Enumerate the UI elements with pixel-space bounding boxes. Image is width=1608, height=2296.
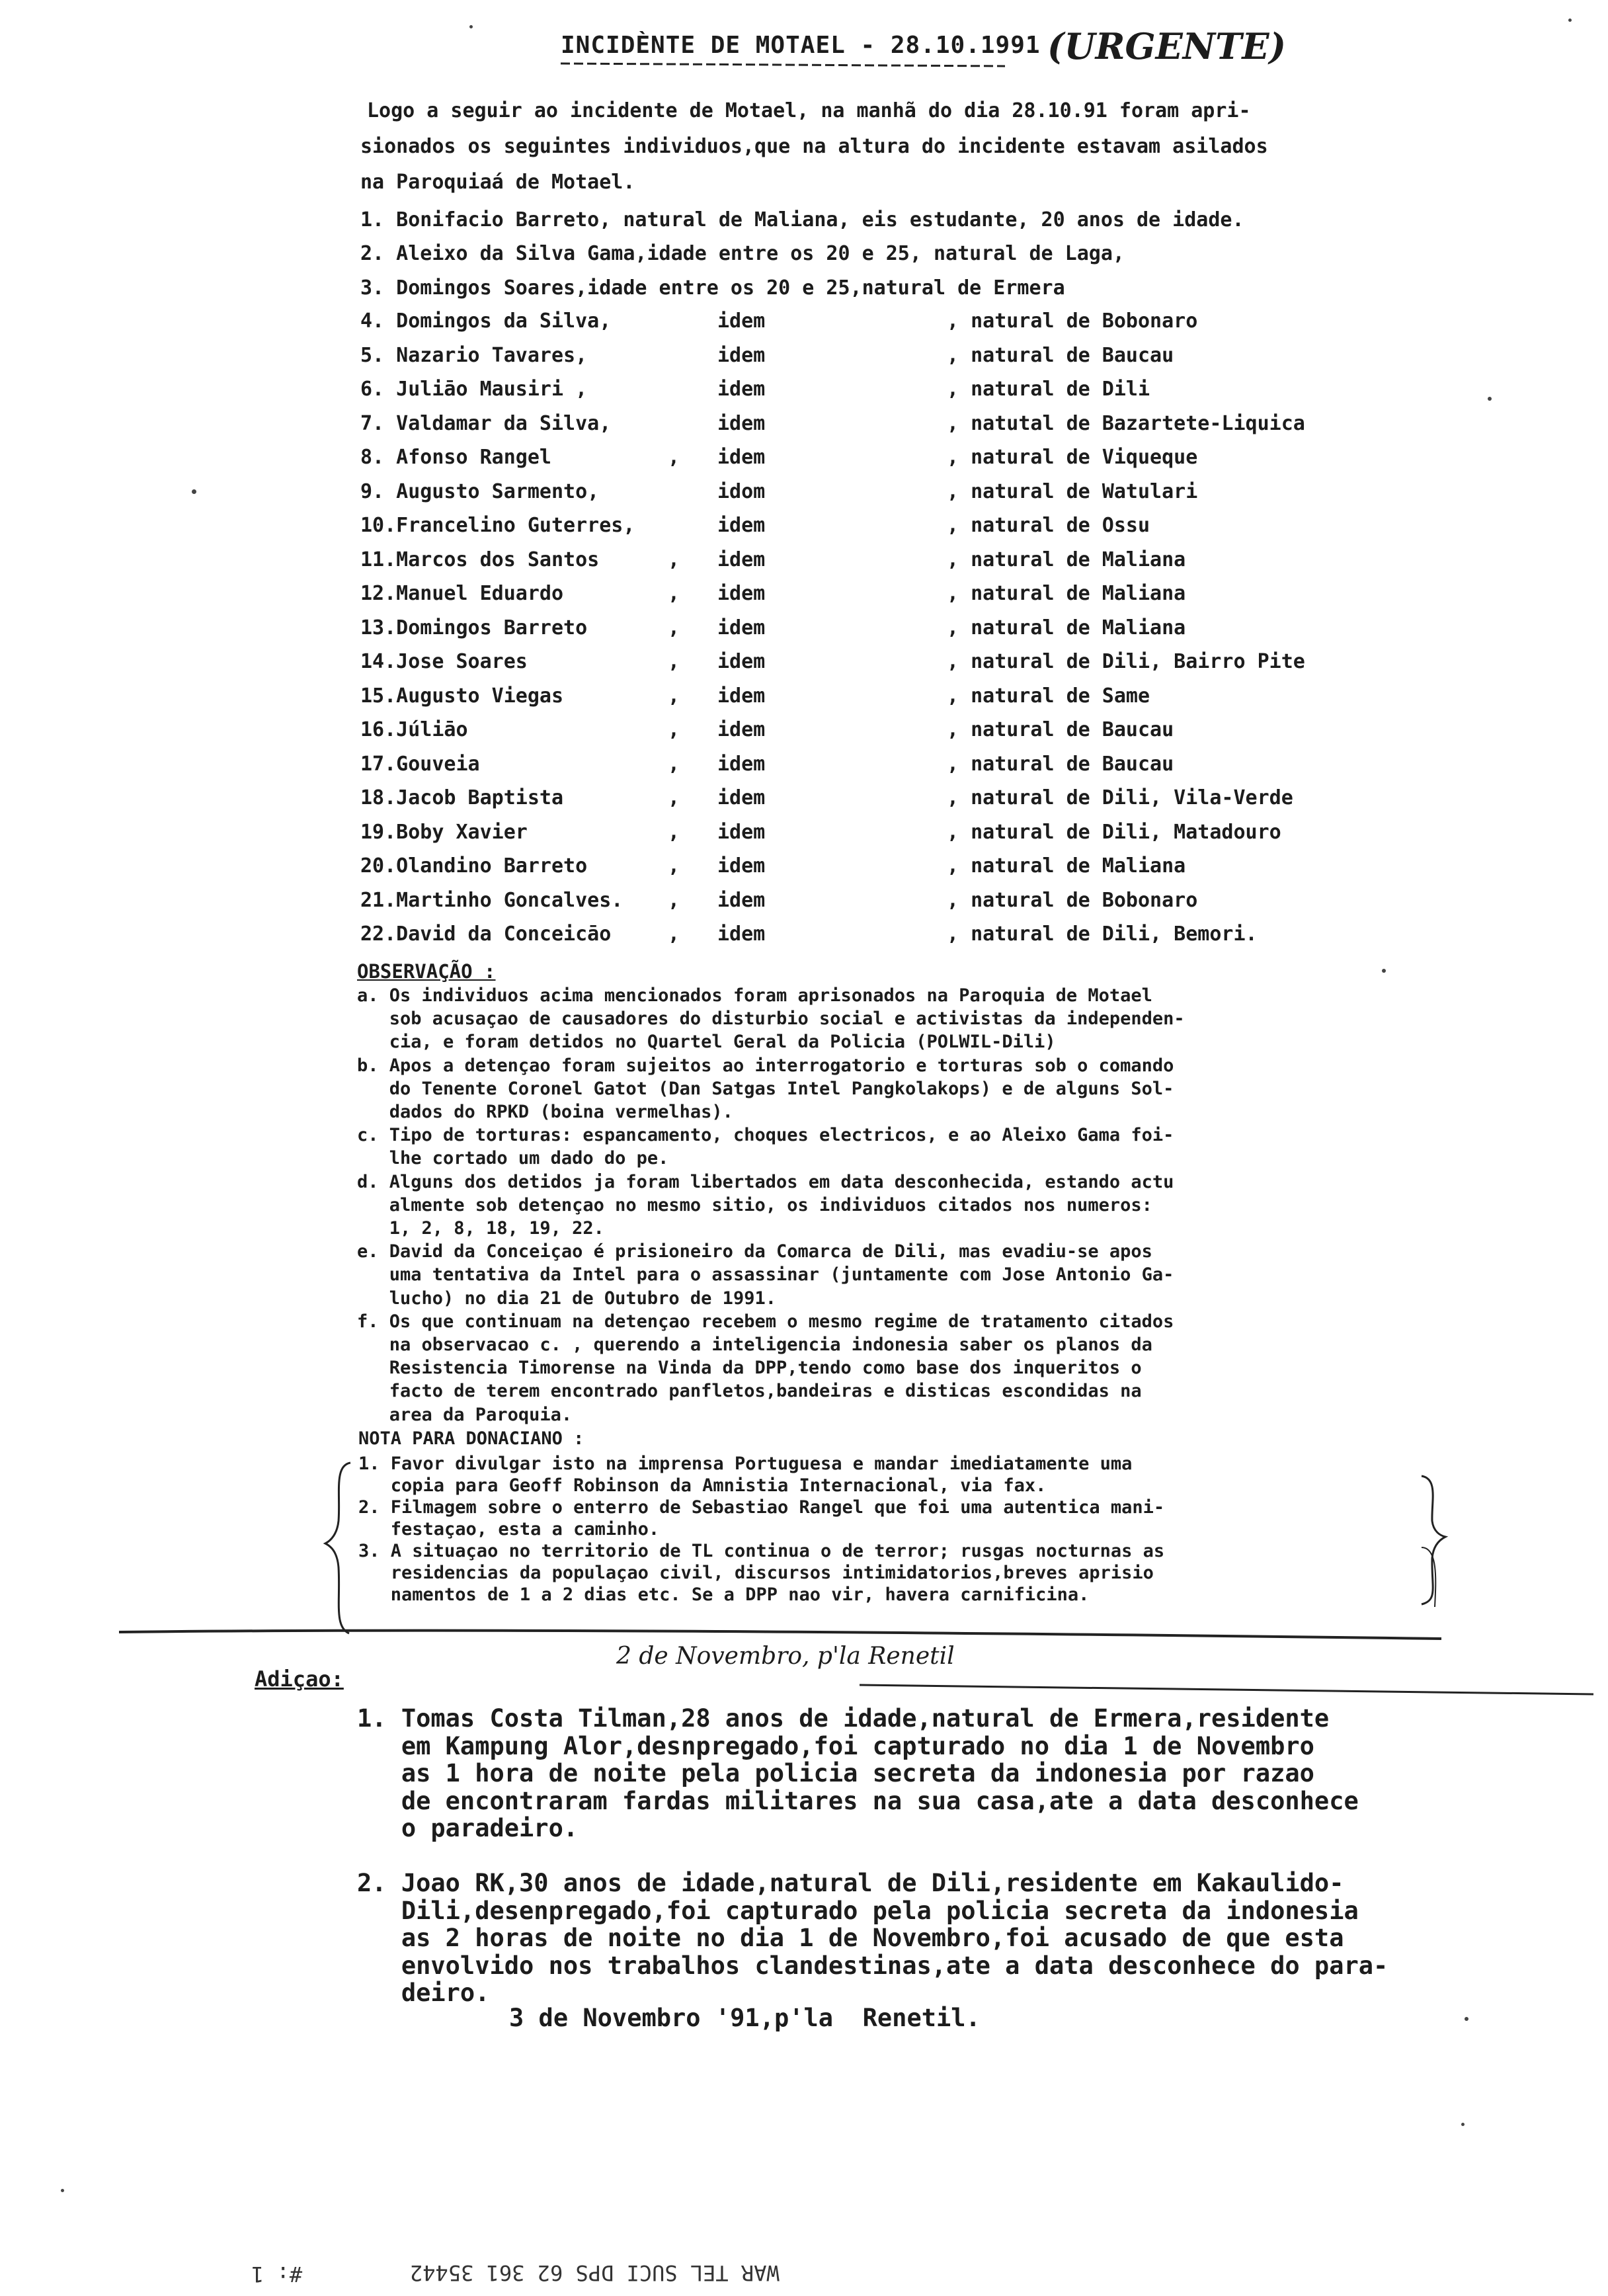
detainee-name: 4. Domingos da Silva,	[360, 309, 612, 333]
detainee-age: idem	[717, 309, 766, 333]
text-line: facto de terem encontrado panfletos,bandeiras e disticas escondidas na	[357, 1381, 1142, 1401]
detainee-age: idem	[717, 753, 766, 776]
text-line: area da Paroquia.	[357, 1405, 573, 1425]
detainee-separator: ,	[668, 753, 680, 776]
text-line: as 1 hora de noite pela policia secreta da indonesia por razao	[357, 1759, 1314, 1787]
detainee-name: 6. Juliāo Mausiri ,	[360, 378, 588, 401]
text-line: lhe cortado um dado do pe.	[357, 1148, 669, 1168]
detainee-age: idem	[717, 684, 766, 708]
text-line: de encontraram fardas militares na sua casa,ate a data desconhece	[357, 1787, 1359, 1815]
detainee-separator: ,	[668, 889, 680, 912]
scan-speck	[1461, 2123, 1465, 2126]
detainee-age: idem	[717, 821, 766, 844]
detainee-origin: , natural de Watulari	[947, 480, 1198, 503]
detainee-age: idom	[717, 480, 766, 503]
text-line: 2. Filmagem sobre o enterro de Sebastiao Rangel que foi uma autentica mani-	[358, 1497, 1165, 1518]
urgent-handwritten-note: (URGENTE)	[1047, 25, 1287, 67]
detainee-age: idem	[717, 854, 766, 878]
fax-header-footer: WAR TEL SUCI DPS 62 361 35442	[410, 2260, 780, 2285]
detainee-origin: , natural de Maliana	[947, 548, 1186, 571]
detainee-separator: ,	[668, 684, 680, 708]
detainee-name: 9. Augusto Sarmento,	[360, 480, 600, 503]
detainee-name: 10.Francelino Guterres,	[360, 514, 635, 537]
detainee-name: 18.Jacob Baptista	[360, 786, 564, 809]
list-item: 3. Domingos Soares,idade entre os 20 e 25,natural de Ermera	[360, 276, 1065, 300]
text-line: 1. Tomas Costa Tilman,28 anos de idade,natural de Ermera,residente	[357, 1704, 1330, 1733]
detainee-origin: , natural de Dili, Matadouro	[947, 821, 1281, 844]
detainee-age: idem	[717, 514, 766, 537]
list-item: 2. Aleixo da Silva Gama,idade entre os 20 e 25, natural de Laga,	[360, 242, 1125, 265]
detainee-origin: , natural de Dili, Bairro Pite	[947, 650, 1305, 673]
detainee-separator: ,	[668, 650, 680, 673]
detainee-origin: , natural de Same	[947, 684, 1150, 708]
scan-speck	[61, 2189, 64, 2192]
detainee-origin: , natural de Bobonaro	[947, 309, 1198, 333]
adicao-heading: Adiçao:	[255, 1666, 344, 1692]
page-mark: #: 1	[251, 2262, 303, 2287]
detainee-name: 8. Afonso Rangel	[360, 446, 551, 469]
text-line: copia para Geoff Robinson da Amnistia Internacional, via fax.	[358, 1475, 1047, 1496]
detainee-origin: , natural de Dili, Vila-Verde	[947, 786, 1293, 809]
scan-speck	[1488, 397, 1492, 401]
detainee-age: idem	[717, 616, 766, 639]
observacao-heading: OBSERVAÇÃO :	[357, 960, 496, 983]
detainee-separator: ,	[668, 786, 680, 809]
handwritten-signature: 2 de Novembro, p'la Renetil	[616, 1643, 955, 1670]
detainee-age: idem	[717, 446, 766, 469]
document-title: INCIDÈNTE DE MOTAEL - 28.10.1991	[561, 32, 1041, 59]
text-line: em Kampung Alor,desnpregado,foi capturado no dia 1 de Novembro	[357, 1732, 1314, 1760]
detainee-origin: , natural de Ossu	[947, 514, 1150, 537]
detainee-origin: , natural de Viqueque	[947, 446, 1198, 469]
text-line: d. Alguns dos detidos ja foram libertados em data desconhecida, estando actu	[357, 1172, 1174, 1192]
text-line: namentos de 1 a 2 dias etc. Se a DPP nao vir, havera carnificina.	[358, 1584, 1090, 1605]
text-line: cia, e foram detidos no Quartel Geral da Policia (POLWIL-Dili)	[357, 1032, 1056, 1052]
text-line: 1. Favor divulgar isto na imprensa Portuguesa e mandar imediatamente uma	[358, 1454, 1133, 1474]
intro-line: na Paroquiaá de Motael.	[360, 171, 635, 194]
intro-line: Logo a seguir ao incidente de Motael, na manhã do dia 28.10.91 foram apri-	[367, 99, 1251, 122]
detainee-name: 13.Domingos Barreto	[360, 616, 588, 639]
detainee-separator: ,	[668, 616, 680, 639]
text-line: almente sob detençao no mesmo sitio, os individuos citados nos numeros:	[357, 1195, 1152, 1215]
detainee-age: idem	[717, 718, 766, 741]
text-line: 3. A situaçao no territorio de TL continua o de terror; rusgas nocturnas as	[358, 1541, 1165, 1561]
detainee-origin: , natural de Maliana	[947, 582, 1186, 605]
detainee-origin: , natural de Maliana	[947, 616, 1186, 639]
adicao-signature: 3 de Novembro '91,p'la Renetil.	[509, 2004, 981, 2032]
text-line: 1, 2, 8, 18, 19, 22.	[357, 1218, 604, 1239]
detainee-origin: , natutal de Bazartete-Liquica	[947, 412, 1305, 435]
detainee-age: idem	[717, 922, 766, 946]
scan-speck	[192, 489, 196, 494]
detainee-name: 16.Júliāo	[360, 718, 468, 741]
text-line: Resistencia Timorense na Vinda da DPP,tendo como base dos inqueritos o	[357, 1358, 1142, 1378]
text-line: Dili,desenpregado,foi capturado pela policia secreta da indonesia	[357, 1897, 1359, 1925]
text-line: c. Tipo de torturas: espancamento, choques electricos, e ao Aleixo Gama foi-	[357, 1125, 1174, 1145]
detainee-origin: , natural de Maliana	[947, 854, 1186, 878]
text-line: envolvido nos trabalhos clandestinas,ate a data desconhece do para-	[357, 1951, 1388, 1980]
text-line: sob acusaçao de causadores do disturbio social e activistas da independen-	[357, 1008, 1185, 1029]
scan-speck	[1382, 969, 1386, 973]
detainee-name: 22.David da Conceicāo	[360, 922, 612, 946]
detainee-age: idem	[717, 344, 766, 367]
intro-line: sionados os seguintes individuos,que na altura do incidente estavam asilados	[360, 135, 1268, 158]
scan-speck	[1465, 2017, 1468, 2021]
detainee-separator: ,	[668, 446, 680, 469]
text-line: uma tentativa da Intel para o assassinar (juntamente com Jose Antonio Ga-	[357, 1264, 1174, 1285]
scan-speck	[469, 25, 473, 28]
detainee-name: 11.Marcos dos Santos	[360, 548, 600, 571]
text-line: residencias da populaçao civil, discursos intimidatorios,breves aprisio	[358, 1563, 1154, 1583]
detainee-name: 5. Nazario Tavares,	[360, 344, 588, 367]
text-line: a. Os individuos acima mencionados foram aprisonados na Paroquia de Motael	[357, 985, 1152, 1006]
text-line: deiro.	[357, 1979, 490, 2007]
detainee-origin: , natural de Dili	[947, 378, 1150, 401]
detainee-age: idem	[717, 786, 766, 809]
text-line: b. Apos a detençao foram sujeitos ao interrogatorio e torturas sob o comando	[357, 1055, 1174, 1076]
text-line: 2. Joao RK,30 anos de idade,natural de Dili,residente em Kakaulido-	[357, 1869, 1344, 1897]
scan-speck	[1568, 19, 1572, 22]
detainee-name: 15.Augusto Viegas	[360, 684, 564, 708]
detainee-separator: ,	[668, 582, 680, 605]
text-line: dados do RPKD (boina vermelhas).	[357, 1102, 733, 1122]
text-line: na observacao c. , querendo a inteligencia indonesia saber os planos da	[357, 1334, 1152, 1355]
detainee-age: idem	[717, 412, 766, 435]
detainee-separator: ,	[668, 718, 680, 741]
detainee-origin: , natural de Bobonaro	[947, 889, 1198, 912]
detainee-separator: ,	[668, 548, 680, 571]
detainee-origin: , natural de Baucau	[947, 344, 1174, 367]
text-line: e. David da Conceiçao é prisioneiro da Comarca de Dili, mas evadiu-se apos	[357, 1241, 1152, 1262]
detainee-age: idem	[717, 582, 766, 605]
text-line: as 2 horas de noite no dia 1 de Novembro,foi acusado de que esta	[357, 1924, 1344, 1952]
nota-heading: NOTA PARA DONACIANO :	[358, 1428, 584, 1449]
detainee-origin: , natural de Baucau	[947, 718, 1174, 741]
text-line: festaçao, esta a caminho.	[358, 1519, 660, 1539]
detainee-name: 20.Olandino Barreto	[360, 854, 588, 878]
detainee-name: 7. Valdamar da Silva,	[360, 412, 612, 435]
text-line: o paradeiro.	[357, 1814, 579, 1842]
detainee-age: idem	[717, 378, 766, 401]
detainee-separator: ,	[668, 821, 680, 844]
detainee-origin: , natural de Dili, Bemori.	[947, 922, 1258, 946]
detainee-age: idem	[717, 548, 766, 571]
detainee-age: idem	[717, 889, 766, 912]
list-item: 1. Bonifacio Barreto, natural de Maliana, eis estudante, 20 anos de idade.	[360, 208, 1244, 231]
detainee-separator: ,	[668, 854, 680, 878]
detainee-name: 19.Boby Xavier	[360, 821, 528, 844]
detainee-age: idem	[717, 650, 766, 673]
detainee-origin: , natural de Baucau	[947, 753, 1174, 776]
detainee-name: 14.Jose Soares	[360, 650, 528, 673]
detainee-name: 17.Gouveia	[360, 753, 480, 776]
detainee-name: 21.Martinho Goncalves.	[360, 889, 623, 912]
text-line: f. Os que continuam na detençao recebem o mesmo regime de tratamento citados	[357, 1311, 1174, 1332]
text-line: do Tenente Coronel Gatot (Dan Satgas Intel Pangkolakops) e de alguns Sol-	[357, 1079, 1174, 1099]
text-line: lucho) no dia 21 de Outubro de 1991.	[357, 1288, 776, 1309]
detainee-separator: ,	[668, 922, 680, 946]
detainee-name: 12.Manuel Eduardo	[360, 582, 564, 605]
